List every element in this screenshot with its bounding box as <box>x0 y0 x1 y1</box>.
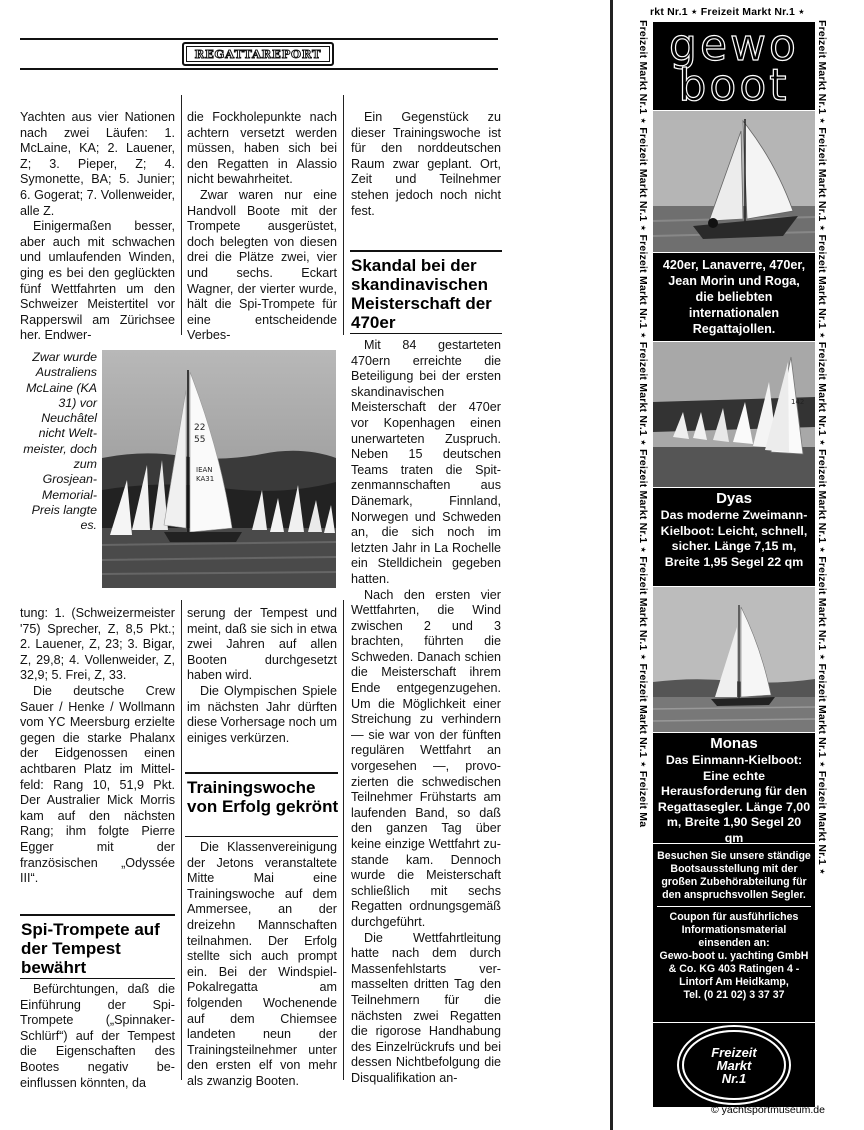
ad-photo-monas <box>653 587 815 732</box>
skandal-headline: Skandal bei der skandinavischen Meisterschaft der 470er <box>351 256 492 332</box>
paragraph: Zwar waren nur eine Handvoll Boote mit der Trompete ausgerüstet, doch belegten von diesen drei die Plätze zwei, vier und sechs. Eckart Wagner, der vierter wurde, hält die Spi-Trompete für eine entscheidende Verbes- <box>187 187 337 343</box>
article-column-3-top <box>351 110 501 219</box>
headline-rule <box>185 772 338 774</box>
paragraph: Mit 84 gestarteten 470ern erreichte die Beteiligung bei der ersten skandinavischen Meisterschaft der 470er vor Kopenhagen einen unerwarteten Zuspruch. Neben 15 deutschen Teams traten die Spitzenmannschaften aus Dänemark, Finnland, Norwegen und Schweden an, die sich noch im letzten Jahr in La Rochelle ein Stelldichein gegeben hatten. <box>351 338 501 586</box>
dyas-title: Dyas <box>716 490 752 507</box>
watermark: © yachtsportmuseum.de <box>711 1104 825 1116</box>
ad-photo-monas-image <box>653 587 815 732</box>
paragraph: Die Klassenvereinigung der Jetons veranstaltete Mitte Mai eine Trainingswoche auf dem Ammersee, an der dreizehn Mannschaften teilnahmen. Der Erfolg stellte sich auch prompt ein. Bei der Windspiel-Pokalregatta am folgenden Wochenende auf dem Chiemsee landeten neun der Trainingsteilnehmer unter den ersten elf von mehr als zwanzig Booten. <box>187 840 337 1088</box>
section-logo <box>182 42 334 66</box>
seal-line-2: Markt <box>716 1057 752 1073</box>
ad-brand-logo <box>653 22 815 110</box>
svg-text:55: 55 <box>194 435 206 445</box>
paragraph: serung der Tempest und meint, daß sie sich in etwa zwei Jahren auf allen Booten durchgesetzt haben wird. <box>187 606 337 683</box>
article-column-2-top <box>187 110 337 344</box>
ad-text-420er: 420er, Lanaverre, 470er, Jean Morin und Roga, die beliebten internationalen Regattajollen. <box>653 253 815 341</box>
freizeit-markt-seal <box>682 1030 786 1100</box>
column-divider <box>181 600 182 1080</box>
svg-text:KA31: KA31 <box>196 475 215 483</box>
section-logo-text: REGATTAREPORT <box>194 47 322 61</box>
column-divider <box>343 95 344 335</box>
phone-text: Tel. (0 21 02) 3 37 37 <box>683 989 785 1001</box>
training-headline: Trainingswoche von Erfolg gekrönt <box>187 778 339 816</box>
ad-photo-dyas <box>653 342 815 487</box>
svg-text:IEAN: IEAN <box>196 466 213 474</box>
regatta-photo <box>102 350 336 588</box>
headline-rule <box>185 836 338 837</box>
header-rule-top <box>20 38 498 40</box>
paragraph: Die Olympischen Spiele im nächsten Jahr dürften diese Vorhersage noch um einiges verkürzen. <box>187 683 337 745</box>
headline-rule <box>350 333 502 334</box>
ad-monas-block <box>653 733 815 843</box>
divider <box>657 906 811 907</box>
dyas-text: Das moderne Zweimann-Kielboot: Leicht, schnell, sicher. Länge 7,15 m, Breite 1,95 Segel 22 qm <box>660 508 808 569</box>
ad-dyas-block <box>653 488 815 586</box>
brand-line-1: gewo <box>669 20 799 71</box>
address-text: Gewo-boot u. yachting GmbH & Co. KG 403 Ratingen 4 - Lintorf Am Heidkamp, <box>659 950 809 988</box>
paragraph: Die deutsche Crew Sauer / Henke / Wollmann vom YC Meersburg erzielte gegen die starke Phalanx der Eidgenossen einen achtbaren Platz im Mittelfeld: Rang 10, 51,9 Pkt. Der Australier Mick Morris kam auf den nächsten Rang; ihm folgte Pierre Egger mit der französischen „Odyssée III“. <box>20 683 175 886</box>
seal-line-1: Freizeit <box>711 1044 757 1060</box>
skandal-body <box>351 338 501 1087</box>
headline-rule <box>350 250 502 252</box>
ad-contact-block <box>653 844 815 1022</box>
ad-photo-dyas-image <box>653 342 815 487</box>
article-column-1-top <box>20 110 175 344</box>
monas-text: Das Einmann-Kielboot: Eine echte Herausforderung für den Regattasegler. Länge 7,00 m, Breite 1,90 Segel 20 qm <box>657 753 811 845</box>
seal-line-3: Nr.1 <box>721 1070 747 1086</box>
headline-rule <box>20 978 175 979</box>
photo-caption: Zwar wurde Australiens McLaine (KA 31) vor Neuchâtel nicht Weltmeister, doch zum Grosjean-Memorial-Preis langte es. <box>23 350 97 533</box>
spi-body <box>20 982 175 1091</box>
column-divider <box>181 95 182 335</box>
paragraph: Befürchtungen, daß die Einführung der SpiTrompete („SpinnakerSchlürf“) auf der Tempest die Eigenschaften des Bootes negativ beeinflussen könnten, da <box>20 982 175 1090</box>
regatta-photo-image <box>102 350 336 588</box>
paragraph: Yachten aus vier Nationen nach zwei Läufen: 1. McLaine, KA; 2. Lauener, Z; 3. Pieper, Z; 4. Symonette, BA; 5. Junier; 6. Gogerat; 7. Vollenweider, alle Z. <box>20 110 175 218</box>
article-column-2-bottom <box>187 606 337 746</box>
paragraph: die Fockholepunkte nach achtern versetzt werden müssen, haben sich bei den Regatten in Alassio nicht bewahrheitet. <box>187 110 337 187</box>
paragraph: Ein Gegenstück zu dieser Trainingswoche ist für den norddeutschen Raum zwar geplant. Ort, Zeit und Teilnehmer stehen jedoch noch nicht fest. <box>351 110 501 218</box>
ad-seal-block <box>653 1023 815 1107</box>
monas-title: Monas <box>710 735 758 752</box>
paragraph: Nach den ersten vier Wettfahrten, die Wind zwischen 2 und 3 brachten, führten die Schweden. Danach schien die Meisterschaft ihrem Ende entgegenzugehen. Um die Möglichkeit einer Streichung zu verhindern — sie war von der fünften regulären Wettfahrt an vorgesehen —, provozierten die schwedischen Teilnehmer Frühstarts am laufenden Band, so daß den ganzen Tag über keine einzige Wettfahrt zustande kam. Dennoch wurde die Meisterschaft schließlich mit sechs Regatten ordnungsgemäß durchgeführt. <box>351 587 501 929</box>
spi-headline: Spi-Trompete auf der Tempest bewährt <box>21 920 160 977</box>
column-divider <box>343 600 344 1080</box>
training-body <box>187 840 337 1090</box>
page-edge <box>610 0 613 1130</box>
svg-text:22: 22 <box>194 423 206 433</box>
ad-banner-right: Freizeit Markt Nr.1 ⋆ Freizeit Markt Nr.1 ⋆ Freizeit Markt Nr.1 ⋆ Freizeit Markt Nr.1 ⋆ Freizeit Markt Nr.1 ⋆ Freizeit Markt Nr.1 ⋆ Freizeit Markt Nr.1 ⋆ Freizeit Markt Nr.1 ⋆ <box>816 20 828 875</box>
coupon-text: Coupon für ausführliches Informationsmaterial einsenden an: <box>669 911 799 949</box>
header-rule-bottom <box>20 68 498 70</box>
headline-rule <box>20 914 175 916</box>
brand-line-2: boot <box>678 60 790 111</box>
paragraph: Einigermaßen besser, aber auch mit schwachen und umlaufenden Winden, ging es bei den geglückten fünf Wettfahrten um den Schweizer Meistertitel vor Rapperswil am Zürichsee her. Endwer- <box>20 219 175 343</box>
ad-photo-420er-image <box>653 111 815 252</box>
visit-text: Besuchen Sie unsere ständige Bootsausstellung mit der großen Zubehörabteilung für den anspruchsvollen Segler. <box>657 850 811 901</box>
paragraph: Die Wettfahrtleitung hatte nach dem durch Massenfehlstarts vermasselten dritten Tag den Teilnehmern für die nächsten zwei Regatten die rigorose Handhabung des Einzelrückrufs und bei dessen Nichtbefolgung die Disqualifikation an- <box>351 930 501 1085</box>
ad-banner-left: Freizeit Markt Nr.1 ⋆ Freizeit Markt Nr.1 ⋆ Freizeit Markt Nr.1 ⋆ Freizeit Markt Nr.1 ⋆ Freizeit Markt Nr.1 ⋆ Freizeit Markt Nr.1 ⋆ Freizeit Markt Nr.1 ⋆ Freizeit Ma <box>637 20 649 828</box>
svg-text:142: 142 <box>791 398 805 406</box>
ad-banner-top: rkt Nr.1 ⋆ Freizeit Markt Nr.1 ⋆ <box>650 6 805 18</box>
ad-photo-420er <box>653 111 815 252</box>
article-column-1-bottom <box>20 606 175 887</box>
paragraph: tung: 1. (Schweizermeister '75) Sprecher, Z, 8,5 Pkt.; 2. Lauener, Z, 23; 3. Bigar, Z, 29,8; 4. Vollenweider, Z, 32,9; 5. Frei, Z, 33. <box>20 606 175 683</box>
